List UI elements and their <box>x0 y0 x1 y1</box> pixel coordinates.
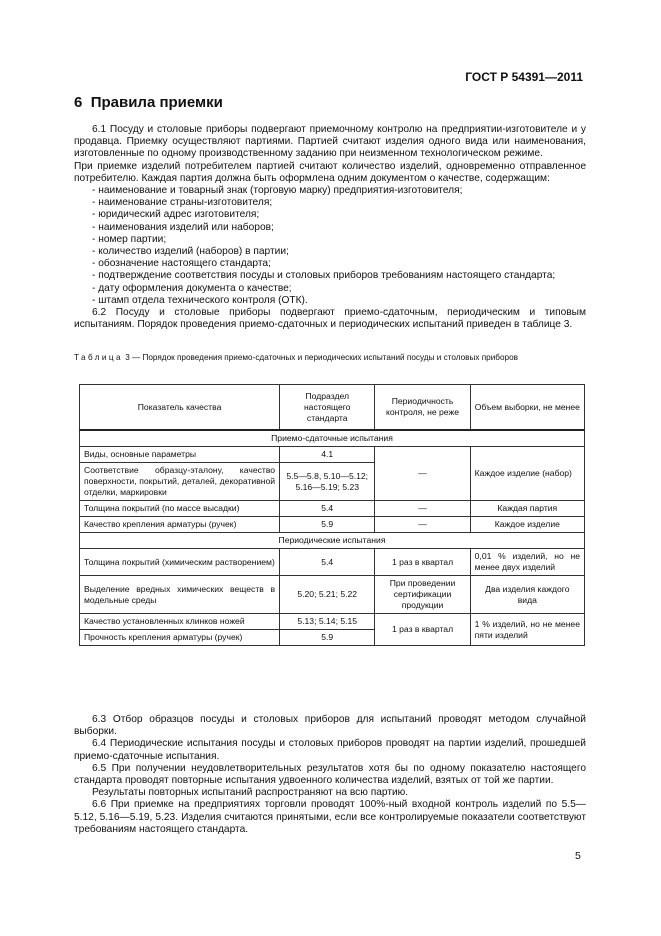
section-heading <box>74 94 223 111</box>
list-item: - наименование и товарный знак (торговую марку) предприятия-изготовителя; <box>92 185 463 197</box>
list-item: - количество изделий (наборов) в партии; <box>92 246 289 258</box>
list-item: - наименования изделий или наборов; <box>92 221 274 233</box>
table-cell-subsection: 5.4 <box>280 501 375 517</box>
table-cell-indicator: Качество крепления арматуры (ручек) <box>80 517 280 533</box>
table-cell-sample-size: Каждая партия <box>470 501 584 517</box>
table-cell-subsection: 5.4 <box>280 549 375 576</box>
list-item: - штамп отдела технического контроля (ОТК). <box>92 294 308 306</box>
table-cell-indicator: Выделение вредных химических веществ в модельные среды <box>80 576 280 614</box>
table-row <box>80 576 585 614</box>
list-item: - обозначение настоящего стандарта; <box>92 258 271 270</box>
table-group-row <box>80 533 585 549</box>
table-row <box>80 501 585 517</box>
document-header: ГОСТ Р 54391—2011 <box>465 70 583 84</box>
section-title: Правила приемки <box>90 94 223 111</box>
table-cell-sample-size: Каждое изделие <box>470 517 584 533</box>
section-number: 6 <box>74 94 83 111</box>
table-cell-sample-size: 0,01 % изделий, но не менее двух изделий <box>470 549 584 576</box>
table-caption-label: Таблица <box>74 353 123 362</box>
document-contents-list <box>74 185 586 307</box>
page-number: 5 <box>575 850 581 862</box>
table-cell-indicator: Соответствие образцу-эталону, качество поверхности, покрытий, деталей, декоративной отделки, маркировки <box>80 463 280 501</box>
column-header-subsection: Подраздел настоящего стандарта <box>280 385 375 431</box>
paragraph-6-2: 6.2 Посуду и столовые приборы подвергают приемо-сдаточным, периодическим и типовым испытаниям. Порядок проведения приемо-сдаточных и периодических испытаний приведен в таблице 3. <box>74 307 586 331</box>
table-row <box>80 517 585 533</box>
column-header-periodicity: Периодичность контроля, не реже <box>375 385 470 431</box>
table-caption <box>74 352 586 363</box>
list-item: - наименование страны-изготовителя; <box>92 197 273 209</box>
table-row <box>80 447 585 463</box>
table-cell-periodicity: При проведении сертификации продукции <box>375 576 470 614</box>
table-cell-periodicity: 1 раз в квартал <box>375 614 470 646</box>
table-cell-indicator: Качество установленных клинков ножей <box>80 614 280 630</box>
table-cell-sample-size: 1 % изделий, но не менее пяти изделий <box>470 614 584 646</box>
paragraph-6-1: 6.1 Посуду и столовые приборы подвергают приемочному контролю на предприятии-изготовителе и у продавца. Приемку осуществляют партиями. Партией считают изделия одного вида или наименования, изготовленные по одному производственному заданию при неизменном технологическом режиме. <box>74 124 586 160</box>
table-cell-periodicity: — <box>375 501 470 517</box>
table-cell-indicator: Виды, основные параметры <box>80 447 280 463</box>
list-item: - дату оформления документа о качестве; <box>92 282 292 294</box>
paragraph-6-5-continued: Результаты повторных испытаний распространяют на всю партию. <box>92 787 409 799</box>
table-caption-text: 3 — Порядок проведения приемо-сдаточных и периодических испытаний посуды и столовых приборов <box>125 353 519 362</box>
table-cell-indicator: Толщина покрытий (химическим растворением) <box>80 549 280 576</box>
table-cell-indicator: Толщина покрытий (по массе высадки) <box>80 501 280 517</box>
table-cell-subsection: 5.9 <box>280 630 375 646</box>
table-cell-subsection: 4.1 <box>280 447 375 463</box>
paragraph-6-5: 6.5 При получении неудовлетворительных результатов хотя бы по одному показателю настоящего стандарта проводят повторные испытания удвоенного количества изделий, взятых от той же партии. <box>74 762 586 787</box>
column-header-indicator: Показатель качества <box>80 385 280 431</box>
table-cell-subsection: 5.13; 5.14; 5.15 <box>280 614 375 630</box>
table-header-row <box>80 385 585 431</box>
acceptance-table <box>79 384 585 646</box>
table-cell-sample-size: Два изделия каждого вида <box>470 576 584 614</box>
column-header-sample-size: Объем выборки, не менее <box>470 385 584 431</box>
table-cell-periodicity: — <box>375 517 470 533</box>
paragraph-6-1-continued: При приемке изделий потребителем партией считают количество изделий, одновременно отправленное потребителю. Каждая партия должна быть оформлена одним документом о качестве, содержащим: <box>74 160 586 184</box>
table-cell-subsection: 5.5—5.8, 5.10—5.12; 5.16—5.19; 5.23 <box>280 463 375 501</box>
paragraph-6-4: 6.4 Периодические испытания посуды и столовых приборов проводят на партии изделий, прошедшей приемо-сдаточные испытания. <box>74 738 586 762</box>
table-cell-subsection: 5.9 <box>280 517 375 533</box>
list-item: - юридический адрес изготовителя; <box>92 209 260 221</box>
section-body-continued <box>74 714 586 836</box>
paragraph-6-6: 6.6 При приемке на предприятиях торговли проводят 100%-ный входной контроль изделий по 5.5—5.12, 5.16—5.19, 5.23. Изделия считаются принятыми, если все контролируемые показатели соответствуют требованиям настоящего стандарта. <box>74 799 586 835</box>
group-acceptance-tests: Приемо-сдаточные испытания <box>80 430 585 447</box>
list-item: - подтверждение соответствия посуды и столовых приборов требованиям настоящего стандарта; <box>92 270 556 282</box>
table-row <box>80 614 585 630</box>
table-row <box>80 549 585 576</box>
table-cell-indicator: Прочность крепления арматуры (ручек) <box>80 630 280 646</box>
table-cell-periodicity: 1 раз в квартал <box>375 549 470 576</box>
group-periodic-tests: Периодические испытания <box>80 533 585 549</box>
table-cell-subsection: 5.20; 5.21; 5.22 <box>280 576 375 614</box>
table-cell-periodicity: — <box>375 447 470 501</box>
section-body <box>74 124 586 331</box>
paragraph-6-3: 6.3 Отбор образцов посуды и столовых приборов для испытаний проводят методом случайной выборки. <box>74 714 586 738</box>
table-cell-sample-size: Каждое изделие (набор) <box>470 447 584 501</box>
table-group-row <box>80 430 585 447</box>
list-item: - номер партии; <box>92 233 167 245</box>
